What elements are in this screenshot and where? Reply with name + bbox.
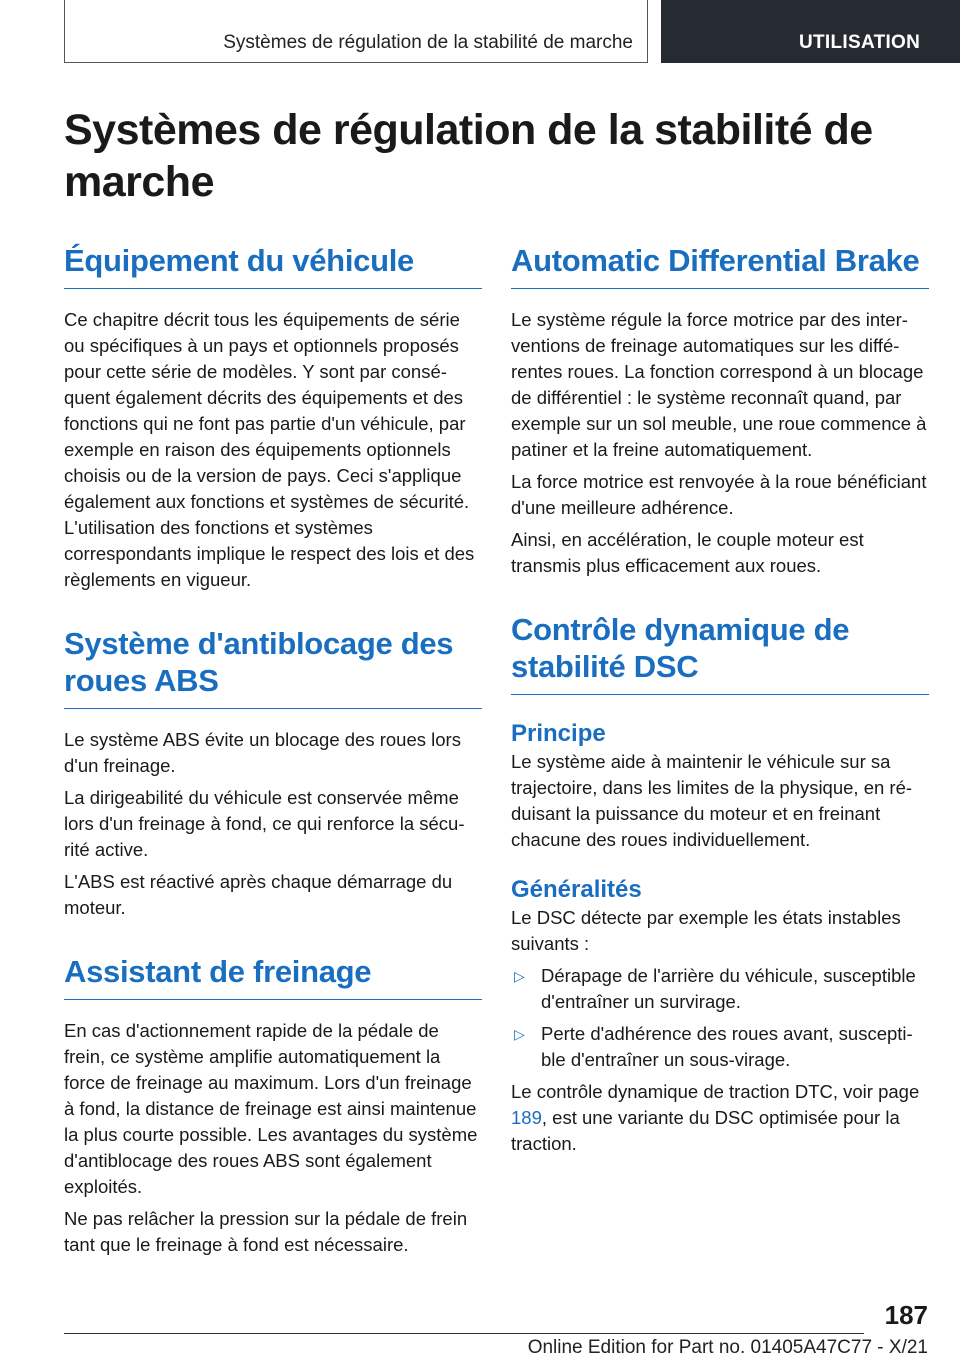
triangle-bullet-icon: ▷: [514, 968, 525, 984]
running-title: Systèmes de régulation de la stabilité de marche: [223, 32, 633, 53]
closing-text-after: , est une variante du DSC optimisée pour la traction.: [511, 1107, 900, 1154]
paragraph-equipment: Ce chapitre décrit tous les équipements de série ou spécifiques à un pays et optionnels proposés pour cette série de modèles. Y sont par conséquent également décrits des équipements et des fonctions qui ne font pas partie d'un véhicule, par exemple en raison des équipements optionnels choisis ou de la version de pays. Ceci s'applique également aux fonctions et systèmes de sécurité. L'utilisation des fonctions et systèmes correspondants implique le respect des lois et des règlements en vigueur.: [64, 309, 475, 590]
paragraph-principle: Le système aide à maintenir le véhicule sur sa trajectoire, dans les limites de la physique, en réduisant la puissance du moteur et en freinant chacune des roues individuellement.: [511, 751, 913, 850]
section-adb: [511, 242, 929, 579]
paragraph-adb-2: La force motrice est renvoyée à la roue bénéficiant d'une meilleure adhérence.: [511, 471, 927, 518]
footer-edition: Online Edition for Part no. 01405A47C77 - X/21: [527, 1337, 928, 1358]
header-frame: [64, 0, 648, 63]
heading-adb: Automatic Differential Brake: [511, 242, 929, 289]
list-item-text: Dérapage de l'arrière du véhicule, susceptible d'entraîner un survirage.: [541, 965, 916, 1012]
page-number: 187: [884, 1300, 928, 1330]
list-item-text: Perte d'adhérence des roues avant, susceptible d'entraîner un sous-virage.: [541, 1023, 913, 1070]
heading-brake-assist: Assistant de freinage: [64, 953, 482, 1000]
left-column: [64, 242, 482, 1258]
chapter-tab[interactable]: [661, 0, 960, 63]
subheading-principle: Principe: [511, 720, 606, 747]
chapter-tab-label: UTILISATION: [799, 32, 921, 53]
footer-divider: [64, 1333, 864, 1334]
section-abs: [64, 625, 482, 921]
paragraph-adb-3: Ainsi, en accélération, le couple moteur est transmis plus efficacement aux roues.: [511, 529, 864, 576]
list-item: [511, 1021, 929, 1073]
section-equipment: [64, 242, 482, 593]
section-brake-assist: [64, 953, 482, 1258]
paragraph-general-closing: [511, 1079, 929, 1157]
right-column: [511, 242, 929, 1157]
paragraph-brake-assist-1: En cas d'actionnement rapide de la pédale de frein, ce système amplifie automatiquement la force de freinage au maximum. Lors d'un freinage à fond, la distance de freinage est ainsi maintenue la plus courte possible. Les avantages du système d'antiblocage des roues ABS sont également exploités.: [64, 1020, 478, 1197]
page-link-189[interactable]: 189: [511, 1107, 542, 1128]
paragraph-brake-assist-2: Ne pas relâcher la pression sur la pédale de frein tant que le freinage à fond est nécessaire.: [64, 1208, 468, 1255]
closing-text-before: Le contrôle dynamique de traction DTC, voir page: [511, 1081, 920, 1102]
heading-abs: Système d'antiblocage des roues ABS: [64, 625, 482, 709]
page-title: Systèmes de régulation de la stabilité de marche: [64, 106, 873, 206]
heading-equipment: Équipement du véhicule: [64, 242, 482, 289]
section-dsc: [511, 611, 929, 1157]
paragraph-adb-1: Le système régule la force motrice par des interventions de freinage automatiques sur les différentes roues. La fonction correspond à un blocage de différentiel : le système reconnaît quand, par exemple sur un sol meuble, une roue commence à patiner et la freine automatiquement.: [511, 309, 927, 460]
paragraph-abs-2: La dirigeabilité du véhicule est conservée même lors d'un freinage à fond, ce qui renforce la sécurité active.: [64, 787, 465, 860]
heading-dsc: Contrôle dynamique de stabilité DSC: [511, 611, 929, 695]
paragraph-abs-1: Le système ABS évite un blocage des roues lors d'un freinage.: [64, 729, 461, 776]
dsc-instability-list: [511, 963, 929, 1073]
list-item: [511, 963, 929, 1015]
paragraph-abs-3: L'ABS est réactivé après chaque démarrage du moteur.: [64, 871, 453, 918]
paragraph-general-intro: Le DSC détecte par exemple les états instables suivants :: [511, 907, 901, 954]
triangle-bullet-icon: ▷: [514, 1026, 525, 1042]
subheading-general: Généralités: [511, 876, 642, 903]
